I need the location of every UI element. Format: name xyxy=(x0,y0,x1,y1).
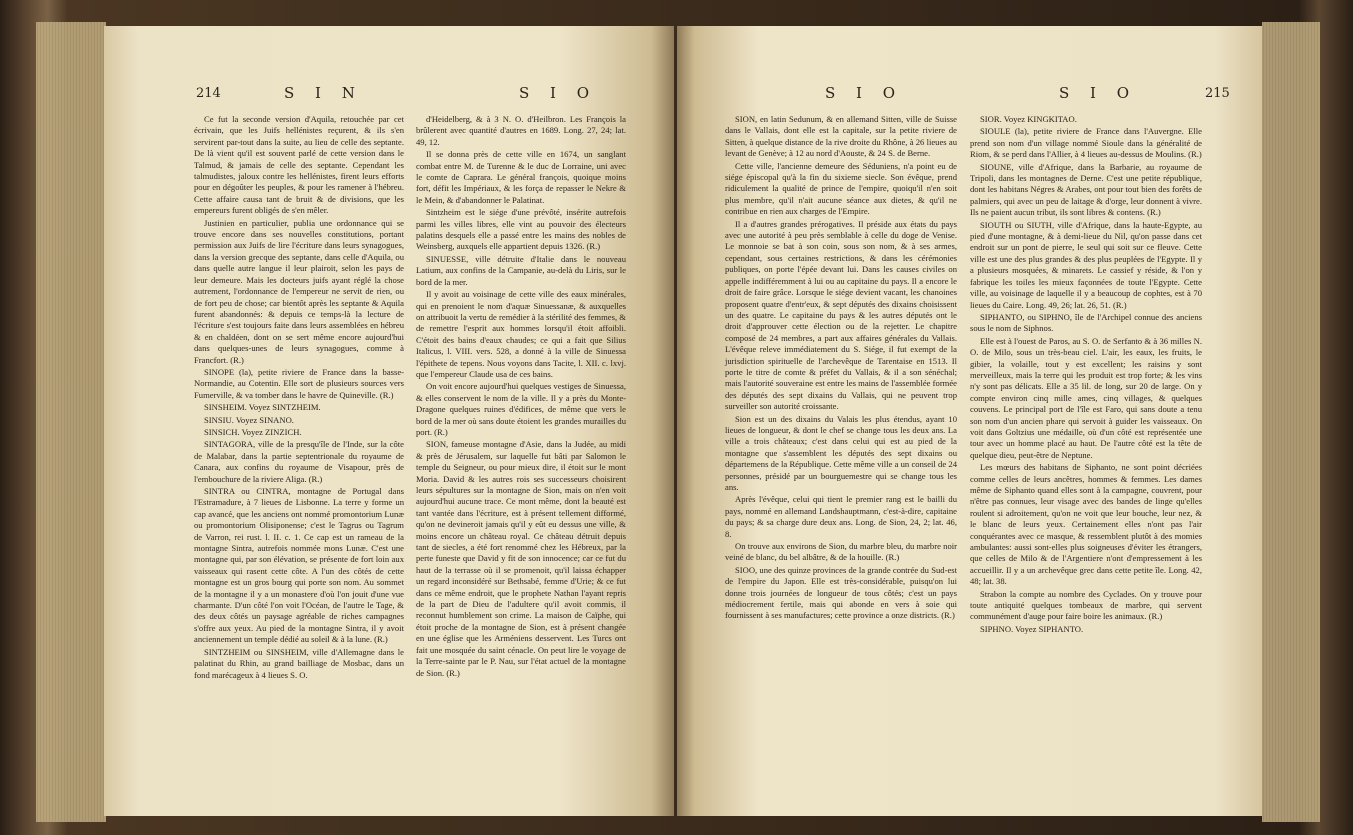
right-running-head: S I O xyxy=(825,84,904,102)
right-page-edges xyxy=(1262,22,1320,822)
right-column-2 xyxy=(970,114,1202,636)
paragraph: SINSICH. Voyez ZINZICH. xyxy=(204,426,302,437)
paragraph: Sion est un des dixains du Valais les plus étendus, ayant 10 lieues de longueur, & dont le chef se change tous les deux ans. La ville a trois châteaux; c'est dans celui qui est au pied de la montagne que s'assemblent les députés des sept dixains ou départemens de la République. Cette même ville a un conseil de 24 personnes, présidé par un bourguemestre qui se change tous les ans. xyxy=(725,413,957,492)
paragraph: Il a d'autres grandes prérogatives. Il préside aux états du pays avec une autorité à peu près semblable à celle du doge de Venise. Le monnoie se bat à son coin, sous son nom, & à ses armes, cependant, sous certaines restrictions, & dans les cérémonies publiques, on porte l'épée devant lui. Dans les causes civiles on appelle indifféremment à lui ou au capitaine du pays. Il a encore le droit de faire grâce. Lorsque le siége devient vacant, les chanoines proposent quatre d'entr'eux, & sept députés des dixains choisissent un des quatre. Le capitaine du pays & les autres députés ont le droit d'approuver cette élection ou de la rejetter. Le chapitre composé de 24 membres, a part aux affaires générales du Vallais. L'évêque releve immédiatement du S. Siége, il fut exempt de la jurisdiction spirituelle de l'archevêque de Tarentaise en 1513. Il porte le titre de comte & préfet du Vallais, & il a son sénéchal; mais l'autorité souveraine est entre les mains de l'assemblée formée des députés des sept dixains du Vallais, qui ne peuvent trop surveiller son autorité croissante. xyxy=(725,218,957,412)
paragraph: SINSHEIM. Voyez SINTZHEIM. xyxy=(204,402,321,413)
paragraph: SIOO, une des quinze provinces de la grande contrée du Sud-est de l'empire du Japon. Elle est très-considérable, puisqu'on lui donne trois journées de longueur de tous côtés; c'est un pays médiocrement fertile, mais qui abonde en vers à soie qui fournissent à ses manufactures; cette province a onze districts. (R.) xyxy=(725,564,957,621)
left-running-head: S I N xyxy=(284,84,363,102)
paragraph: On trouve aux environs de Sion, du marbre bleu, du marbre noir veiné de blanc, du bel albâtre, & de la houille. (R.) xyxy=(725,541,957,563)
right-page xyxy=(677,26,1262,816)
paragraph: d'Heidelberg, & à 3 N. O. d'Heilbron. Les François la brûlerent avec quantité d'autres en 1689. Long. 27, 24; lat. 49, 12. xyxy=(416,114,626,147)
paragraph: Il y avoit au voisinage de cette ville des eaux minérales, qui en prenoient le nom d'aquæ Sinuessanæ, & auxquelles on attribuoit la vertu de remédier à la stérilité des femmes, & de remettre l'esprit aux hommes lorsqu'il étoit affoibli. C'étoit des bains d'eaux chaudes; ce qui a fait que Silius Italicus, l. VIII. vers. 528, a donné à la ville de Sinuessa l'épithete de tepens. Nous voyons dans Tacite, l. XII. c. lxvj. que l'empereur Claude usa de ces bains. xyxy=(416,289,626,379)
paragraph: On voit encore aujourd'hui quelques vestiges de Sinuessa, & elles conservent le nom de la ville. Il y a près du Monte-Dragone quelques ruines d'édifices, de même que vers le bord de la mer où sans doute étoient les grandes murailles du port. (R.) xyxy=(416,381,626,437)
right-page-number: 215 xyxy=(1205,86,1230,101)
paragraph: Les mœurs des habitans de Siphanto, ne sont point décriées comme celles de leurs ancêtres, hommes & femmes. Les dames même de Siphanto quand elles sont à la campagne, couvrent, pour n'être pas connues, leur visage avec des bandes de linge qu'elles roulent si adroitement, qu'on ne voit que leur bouche, leur nez, & le blanc de leurs yeux. Certainement elles n'ont pas l'air conquérantes avec ce masque, & ressemblent plutôt à des momies ambulantes: aussi sont-elles plus soigneuses d'éviter les étrangers, que celles de Milo & de l'Argentiere n'ont d'empressement à les accueillir. Il y a un archevêque grec dans cette petite île. Long. 42, 48; lat. 38. xyxy=(970,462,1202,587)
paragraph: SINTZHEIM ou SINSHEIM, ville d'Allemagne dans le palatinat du Rhin, au grand bailliage de Mosbac, dans un fond marécageux à 4 lieues S. O. xyxy=(194,646,404,680)
paragraph: Ce fut la seconde version d'Aquila, retouchée par cet écrivain, que les Juifs hellénistes reçurent, & ils s'en servirent par-tout dans la suite, au lieu de celle des septante. De là vient qu'il est souvent parlé de cette version dans le Talmud, & jamais de celle des septante. Cependant les talmudistes, jaloux contre les hellénistes, firent leurs efforts pour en dégoûter les peuples, & pour les ramener à l'hébreu. Cette affaire causa tant de bruit & de divisions, que les empereurs furent obligés de s'en mêler. xyxy=(194,114,404,216)
paragraph: SION, en latin Sedunum, & en allemand Sitten, ville de Suisse dans le Vallais, dont elle est la capitale, sur la petite riviere de Sitten, à quelque distance de la rive droite du Rhône, à 26 lieues au levant de Genève; à 12 au nord d'Aouste, & 24 S. de Berne. xyxy=(725,114,957,159)
paragraph: Après l'évêque, celui qui tient le premier rang est le bailli du pays, nommé en allemand Landshauptmann, c'est-à-dire, capitaine du pays; & sa charge dure deux ans. Long. de Sion, 24, 2; lat. 46, 8. xyxy=(725,494,957,539)
right-running-head-2: S I O xyxy=(1059,84,1138,102)
paragraph: SINSIU. Voyez SINANO. xyxy=(204,414,294,425)
paragraph: SIPHNO. Voyez SIPHANTO. xyxy=(980,623,1084,634)
paragraph: SIOUNE, ville d'Afrique, dans la Barbarie, au royaume de Tripoli, dans les montagnes de Derne. C'est une petite république, dont les habitans Négres & Arabes, ont pour tout bien des forêts de palmiers, qui avec un peu de laitage & d'orge, leur donnent à vivre. Ils ne paient aucun tribut, ils sont libres & contens. (R.) xyxy=(970,161,1202,218)
paragraph: Justinien en particulier, publia une ordonnance qui se trouve encore dans ses nouvelles constitutions, portant permission aux Juifs de lire l'écriture dans leurs synagogues, dans la version grecque des septante, dans celle d'Aquila, ou dans quelle autre langue il leur plairoit, selon les pays de leur demeure. Mais les docteurs juifs ayant réglé la chose autrement, l'ordonnance de l'empereur ne servit de rien, ou de fort peu de chose; car bientôt après les septante & Aquila furent abandonnés: & depuis ce temps-là la lecture de l'écriture s'est toujours faite dans leurs assemblées en hébreu & en chaldéen, dont on se sert même encore aujourd'hui dans quelques-unes de leurs synagogues, comme à Francfort. (R.) xyxy=(194,217,404,365)
left-page-number: 214 xyxy=(196,86,221,101)
paragraph: SIOUTH ou SIUTH, ville d'Afrique, dans la haute-Egypte, au pied d'une montagne, & à demi-lieue du Nil, qu'on passe dans cet endroit sur un pont de pierre, le seul qui soit sur ce fleuve. Cette ville est une des plus grandes & des plus peuplées de l'Egypte. Il y a plusieurs mosquées, & minarets. Le cassief y réside, & l'on y fabrique les toiles les mieux façonnées de toute l'Egypte. Cette ville, au voisinage de laquelle il y a beaucoup de cophtes, est à 70 lieues du Caire. Long. 49, 26; lat. 26, 51. (R.) xyxy=(970,219,1202,310)
paragraph: Elle est à l'ouest de Paros, au S. O. de Serfanto & à 36 milles N. O. de Milo, sous un très-beau ciel. L'air, les eaux, les fruits, le gibier, la volaille, tout y est excellent; les raisins y sont merveilleux, mais la terre qui les produit est trop forte; & les vins n'y sont pas délicats. Elle a 35 lil. de long, sur 20 de large. On y compte environ cinq mille ames, cinq villages, & quelques couvens. Le principal port de l'île est Faro, qui sans doute a tenu son nom d'un ancien phare qui servoit à guider les vaisseaux. On voit dans Goltzius une médaille, où d'un côté est représentée une tour avec un homme placé au haut. De l'autre côté est la tête de quelque dieu, peut-être de Neptune. xyxy=(970,335,1202,460)
left-running-head-2: S I O xyxy=(519,84,598,102)
paragraph: Strabon la compte au nombre des Cyclades. On y trouve pour toute antiquité quelques tombeaux de marbre, qui servent communément d'auge pour faire boire les animaux. (R.) xyxy=(970,588,1202,622)
left-column-1 xyxy=(194,114,404,682)
paragraph: Sintzheim est le siége d'une prévôté, insérite autrefois parmi les villes libres, elle vint au pouvoir des électeurs palatins desquels elle a passé entre les mains des nobles de Weinsberg, auxquels elle appartient depuis 1326. (R.) xyxy=(416,207,626,252)
right-column-1 xyxy=(725,114,957,623)
left-column-2 xyxy=(416,114,626,680)
paragraph: SION, fameuse montagne d'Asie, dans la Judée, au midi & près de Jérusalem, sur laquelle fut bâti par Salomon le temple du Seigneur, ou pour mieux dire, il étoit sur le mont Moria. David & les autres rois ses successeurs choisirent leurs sépultures sur la montagne de Sion, mais on n'en voit aujourd'hui aucune trace. Ce mont même, dont la beauté est tant vantée dans l'écriture, est à présent tellement difformé, qu'on ne devineroit jamais qu'il y eût eu dessus une ville, & moins encore un château royal. Ce château détruit depuis tant de siecles, a été fort renommé chez les Hébreux, par la perte funeste que David y fit de son innocence; car ce fut du haut de la terrasse où il se promenoit, qu'il laissa échapper un regard inconsidéré sur Bethsabé, femme d'Urie; & ce fut dans ce même endroit, que le prophete Nathan l'ayant repris de la part de Dieu de l'adultere qu'il avoit commis, il reconnut humblement son crime. La maison de Caïphe, qui étoit proche de la montagne de Sion, est à présent changée en une église que les Arméniens desservent. Les Turcs ont fait une mosquée du saint cénacle. On peut lire le voyage de la Terre-sainte par le P. Nau, sur l'état actuel de la montagne de Sion. (R.) xyxy=(416,439,626,678)
paragraph: SINUESSE, ville détruite d'Italie dans le nouveau Latium, aux confins de la Campanie, au-delà du Liris, sur le bord de la mer. xyxy=(416,253,626,287)
paragraph: Cette ville, l'ancienne demeure des Séduniens, n'a point eu de siége épiscopal qu'à la fin du sixieme siecle. Son évêque, prend ridiculement la qualité de prince de l'empire, quoiqu'il n'en soit plus membre, qu'il n'ait aucune séance aux dietes, & qu'il ne contribue en rien aux charges de l'Empire. xyxy=(725,160,957,217)
paragraph: SINTRA ou CINTRA, montagne de Portugal dans l'Estramadure, à 7 lieues de Lisbonne. La terre y forme un cap avancé, que les anciens ont nommé promontorium Lunæ ou promontorium Olisiponense; c'est le Tagrus ou Tagrum de Varron, rei rust. l. II. c. 1. Ce cap est un rameau de la montagne Sintra, autrefois nommée mons Lunæ. C'est une montagne qui, par son élévation, se présente de fort loin aux vaisseaux qui rasent cette côte. A l'un des côtés de cette montagne est un gros bourg qui porte son nom. Au sommet de la montagne il y a un monastere d'où l'on jouit d'une vue charmante. D'un côté l'on voit l'Océan, de l'autre le Tage, & des deux côtés un paysage agréable de riches campagnes s'offre aux yeux. Au pied de la montagne Sintra, il y avoit anciennement un temple dédié au soleil & à la lune. (R.) xyxy=(194,486,404,645)
paragraph: SINOPE (la), petite riviere de France dans la basse-Normandie, au Cotentin. Elle sort de plusieurs sources vers Fumerville, & va tomber dans le havre de Quineville. (R.) xyxy=(194,366,404,400)
paragraph: SIOULE (la), petite riviere de France dans l'Auvergne. Elle prend son nom d'un village nommé Sioule dans la généralité de Riom, & se perd dans l'Allier, à 4 lieues au-dessus de Moulins. (R.) xyxy=(970,126,1202,160)
paragraph: SINTAGORA, ville de la presqu'île de l'Inde, sur la côte de Malabar, dans la partie septentrionale du royaume de Canara, aux confins du royaume de Visapour, près de l'embouchure de la riviere Aliga. (R.) xyxy=(194,439,404,484)
paragraph: SIPHANTO, ou SIPHNO, île de l'Archipel connue des anciens sous le nom de Siphnos. xyxy=(970,311,1202,334)
left-page xyxy=(104,26,674,816)
paragraph: Il se donna près de cette ville en 1674, un sanglant combat entre M. de Turenne & le duc de Lorraine, uni avec le comte de Caprara. Le général françois, quoique moins fort, défit les Impériaux, & les força de repasser le Nekre & le Mein, & d'abandonner le Palatinat. xyxy=(416,149,626,205)
paragraph: SIOR. Voyez KINGKITAO. xyxy=(980,114,1077,124)
left-page-edges xyxy=(36,22,106,822)
